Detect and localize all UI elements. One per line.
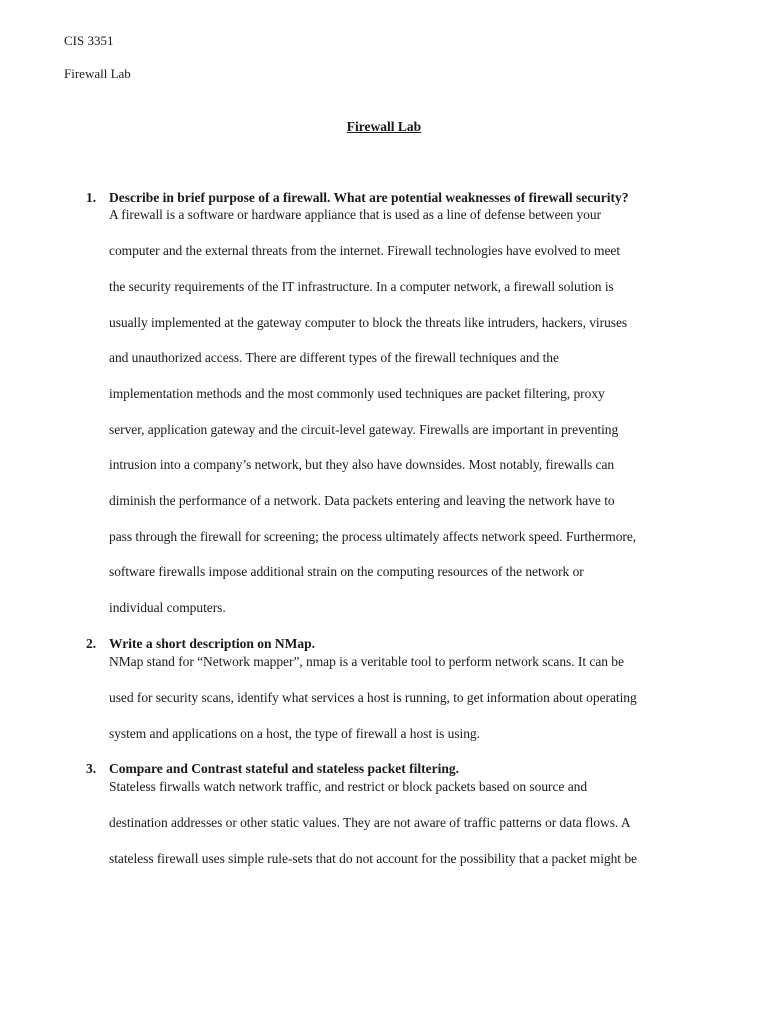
answer-line: pass through the firewall for screening; the process ultimately affects network speed. Furthermore, — [109, 529, 637, 544]
lab-name: Firewall Lab — [64, 66, 131, 81]
answer-line: computer and the external threats from the internet. Firewall technologies have evolved to meet — [109, 243, 621, 258]
question-text: Describe in brief purpose of a firewall. What are potential weaknesses of firewall security? — [109, 190, 629, 205]
answer-line: diminish the performance of a network. Data packets entering and leaving the network have to — [109, 493, 615, 508]
answer-line: A firewall is a software or hardware appliance that is used as a line of defense between your — [109, 207, 602, 222]
question-number: 2. — [86, 636, 97, 651]
answer-line: implementation methods and the most commonly used techniques are packet filtering, proxy — [109, 386, 605, 401]
answer-line: individual computers. — [109, 600, 226, 615]
document-title: Firewall Lab — [346, 119, 422, 134]
answer-line: stateless firewall uses simple rule-sets that do not account for the possibility that a packet might be — [109, 851, 637, 866]
answer-line: intrusion into a company’s network, but they also have downsides. Most notably, firewalls can — [109, 457, 615, 472]
answer-line: server, application gateway and the circuit-level gateway. Firewalls are important in preventing — [109, 422, 619, 437]
answer-line: the security requirements of the IT infrastructure. In a computer network, a firewall solution is — [109, 279, 614, 294]
answer-line: used for security scans, identify what services a host is running, to get information about operating — [109, 690, 637, 705]
answer-line: and unauthorized access. There are different types of the firewall techniques and the — [109, 350, 559, 365]
answer-line: NMap stand for “Network mapper”, nmap is a veritable tool to perform network scans. It can be — [109, 654, 624, 669]
question-text: Write a short description on NMap. — [109, 636, 315, 651]
answer-line: destination addresses or other static values. They are not aware of traffic patterns or data flows. A — [109, 815, 631, 830]
answer-line: system and applications on a host, the type of firewall a host is using. — [109, 726, 480, 741]
answer-line: Stateless firwalls watch network traffic, and restrict or block packets based on source and — [109, 779, 588, 794]
question-number: 3. — [86, 761, 97, 776]
answer-line: usually implemented at the gateway computer to block the threats like intruders, hackers, viruses — [109, 315, 628, 330]
question-number: 1. — [86, 190, 97, 205]
question-text: Compare and Contrast stateful and stateless packet filtering. — [109, 761, 459, 776]
course-code: CIS 3351 — [64, 33, 114, 48]
answer-line: software firewalls impose additional strain on the computing resources of the network or — [109, 564, 584, 579]
